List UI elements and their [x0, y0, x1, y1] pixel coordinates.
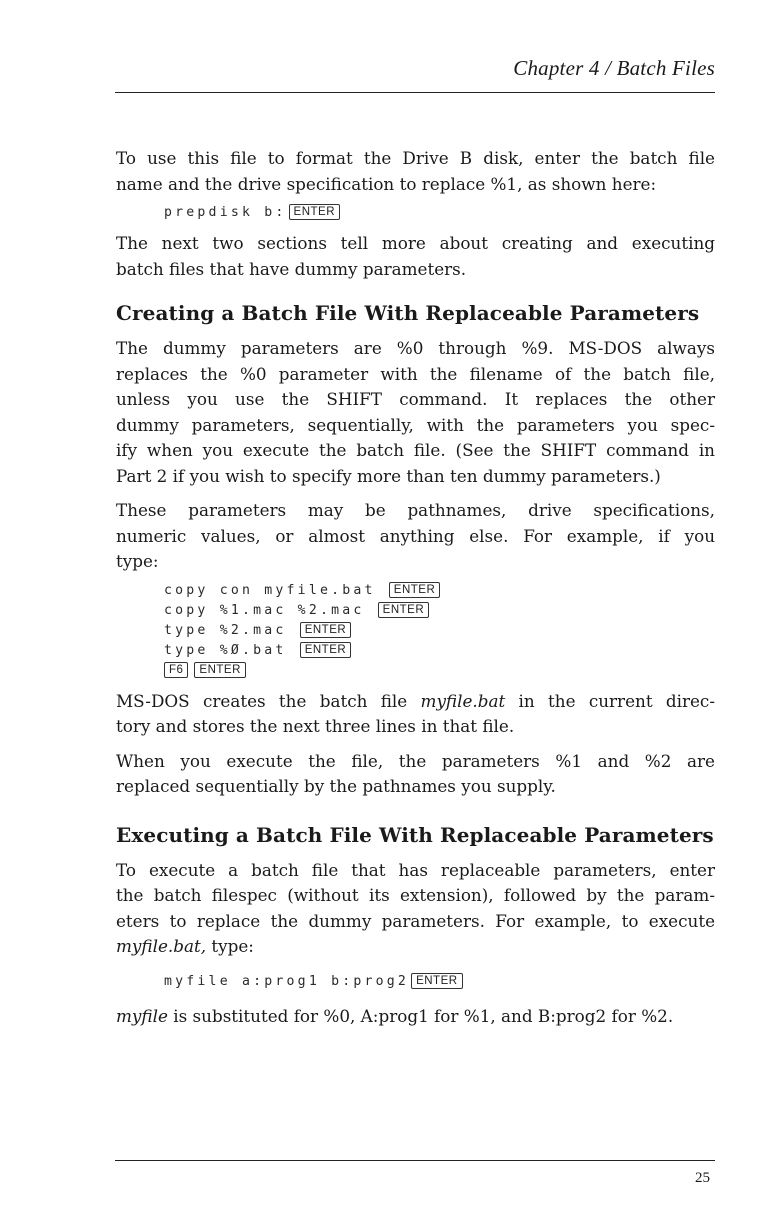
code-command: copy %1.mac %2.mac [164, 602, 365, 618]
code-command: myfile a:prog1 b:prog2 [164, 973, 410, 989]
code-line [164, 621, 715, 641]
text-line: ify when you execute the batch file. (See the SHIFT command in [116, 440, 715, 460]
filename-myfile-bat: myfile.bat, [116, 936, 207, 956]
code-command: type %2.mac [164, 622, 287, 638]
filename-myfile-bat: myfile.bat [420, 690, 506, 711]
substitution-paragraph [116, 1004, 715, 1030]
code-line [164, 661, 715, 681]
replaced-sequentially-paragraph [116, 749, 715, 800]
code-line [164, 203, 715, 223]
text-line [116, 934, 715, 960]
enter-key: ENTER [300, 622, 351, 638]
code-example-prepdisk [164, 203, 715, 223]
text-line: replaces the %0 parameter with the filename of the batch file, [116, 363, 715, 384]
section-heading-creating: Creating a Batch File With Replaceable Parameters [116, 301, 700, 325]
footer-rule [115, 1160, 715, 1161]
code-command: type %Ø.bat [164, 642, 287, 658]
text-fragment: is substituted for %0, A:prog1 for %1, and B:prog2 for %2. [167, 1005, 674, 1026]
enter-key: ENTER [411, 973, 462, 989]
text-line: When you execute the file, the parameters %1 and %2 are [116, 750, 715, 771]
chapter-header: Chapter 4 / Batch Files [513, 56, 715, 80]
page-number: 25 [695, 1170, 710, 1186]
creates-batch-paragraph [116, 689, 715, 740]
text-line: the batch filespec (without its extension), followed by the param- [116, 885, 715, 905]
section-heading-executing: Executing a Batch File With Replaceable Parameters [116, 822, 714, 847]
text-line: name and the drive specification to replace %1, as shown here: [116, 173, 657, 194]
text-line: dummy parameters, sequentially, with the parameters you spec- [116, 414, 715, 435]
text-line: type: [116, 551, 159, 571]
text-line [116, 1004, 715, 1030]
text-line: tory and stores the next three lines in that file. [116, 716, 515, 736]
filename-myfile: myfile [116, 1005, 168, 1026]
text-line: eters to replace the dummy parameters. For example, to execute [116, 910, 715, 931]
text-line: numeric values, or almost anything else. For example, if you [116, 525, 715, 546]
text-line: To execute a batch file that has replaceable parameters, enter [116, 859, 715, 880]
header-rule [115, 92, 715, 93]
text-line: To use this file to format the Drive B disk, enter the batch file [116, 148, 715, 168]
code-command: copy con myfile.bat [164, 582, 376, 598]
text-line: The dummy parameters are %0 through %9. MS-DOS always [116, 338, 715, 358]
parameter-types-paragraph [116, 498, 715, 575]
code-line [164, 601, 715, 621]
enter-key: ENTER [378, 602, 429, 618]
text-fragment: MS-DOS creates the batch file [116, 690, 421, 711]
code-example-myfile-bat [164, 581, 715, 681]
page-content [116, 146, 715, 1029]
text-line: batch files that have dummy parameters. [116, 258, 467, 279]
dummy-parameters-paragraph [116, 336, 715, 489]
text-line [116, 689, 715, 715]
code-line [164, 641, 715, 661]
sections-intro-paragraph [116, 231, 715, 282]
enter-key: ENTER [194, 662, 245, 678]
text-line: These parameters may be pathnames, drive specifications, [116, 500, 715, 520]
intro-paragraph [116, 146, 715, 197]
code-line [164, 972, 715, 992]
enter-key: ENTER [300, 642, 351, 658]
code-line [164, 581, 715, 601]
enter-key: ENTER [389, 582, 440, 598]
text-line: Part 2 if you wish to specify more than ten dummy parameters.) [116, 465, 661, 486]
execute-batch-paragraph [116, 858, 715, 960]
f6-key: F6 [164, 662, 188, 678]
text-line: replaced sequentially by the pathnames you supply. [116, 776, 556, 796]
text-line: The next two sections tell more about creating and executing [116, 233, 715, 253]
text-fragment: in the current direc- [505, 690, 715, 711]
code-example-myfile-run [164, 972, 715, 992]
text-fragment: type: [206, 936, 254, 956]
enter-key: ENTER [289, 204, 340, 220]
code-command: prepdisk b: [164, 205, 287, 220]
text-line: unless you use the SHIFT command. It replaces the other [116, 389, 715, 409]
